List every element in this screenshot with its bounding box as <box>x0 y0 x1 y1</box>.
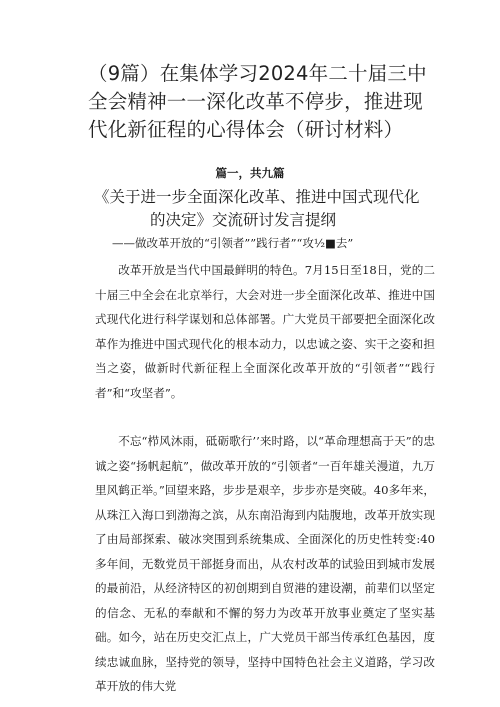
section-heading: 篇一，共九篇 <box>215 166 285 180</box>
speech-title <box>94 186 434 232</box>
body-paragraph-2: 不忘“栉风沐雨，砥砺歌行’’来时路，以“革命理想高于天”的忠诚之姿“扬帆起航”，做改革开放的“引领者“一百年雄关漫道，九万里风鹤正举。”回望来路，步步是艰辛，步步亦是突破。40多年来，从珠江入海口到渤海之滨，从东南沿海到内陆腹地，改革开放实现了由局部探索、破冰突围到系统集成、全面深化的历史性转变:40多年间，无数党员干部挺身而出，从农村改革的试验田到城市发展的最前沿，从经济特区的初创期到自贸港的建设潮，前辈们以坚定的信念、无私的奉献和不懈的努力为改革开放事业奠定了坚实基础。如今，站在历史交汇点上，广大党员干部当传承红色基因，度续忠诚血脉，坚持党的领导，坚持中国特色社会主义道路，学习改革开放的伟大党 <box>95 434 435 693</box>
speech-title-line-1: 《关于进一步全面深化改革、推进中国式现代化 <box>94 188 420 206</box>
speech-title-line-2: 的决定》交流研讨发言提纲 <box>150 211 337 229</box>
document-title: （9篇）在集体学习2024年二十届三中全会精神一一深化改革不停步，推进现代化新征程的心得体会（研讨材料） <box>88 62 427 141</box>
body-paragraph-1: 改革开放是当代中国最鲜明的特色。7月15日至18日，党的二十届三中全会在北京举行，大会对进一步全面深化改革、推进中国式现代化进行科学谋划和总体部署。广大党员干部要把全面深化改革作为推进中国式现代化的根本动力，以忠诚之姿、实干之姿和担当之姿，做新时代新征程上全面深化改革开放的“引领者”“践行者”和“攻坚者”。 <box>95 263 435 400</box>
speech-subtitle: ——做改革开放的“引领者””践行者”“攻½■去” <box>112 236 354 250</box>
